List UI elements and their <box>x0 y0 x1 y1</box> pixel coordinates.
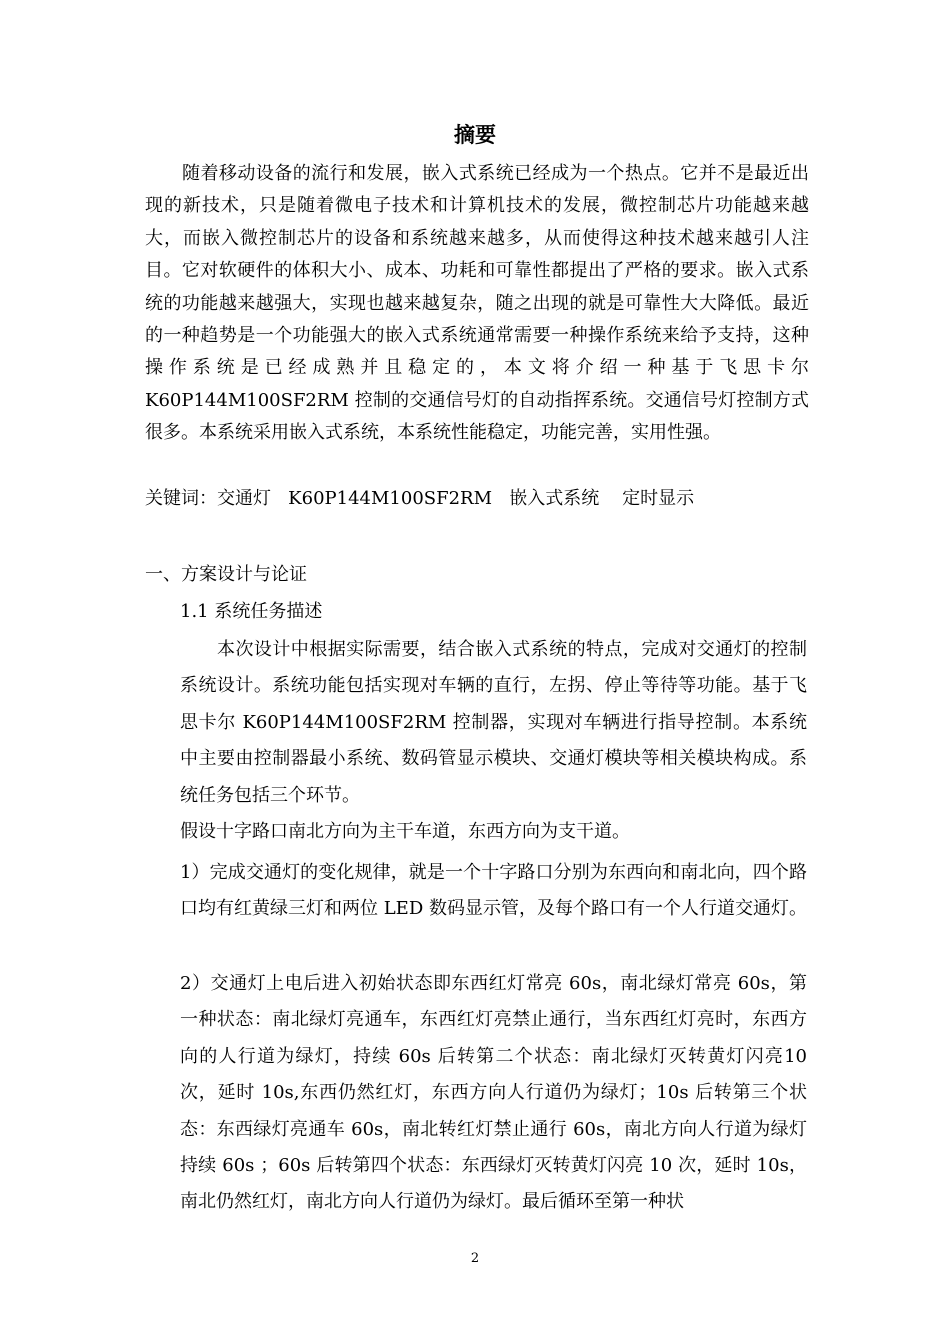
abstract-title: 摘要 <box>454 123 496 147</box>
body-paragraph: 本次设计中根据实际需要，结合嵌入式系统的特点，完成对交通灯的控制系统设计。系统功能包括实现对车辆的直行，左拐、停止等待等功能。基于飞思卡尔 K60P144M100SF2RM 控制器，实现对车辆进行指导控制。本系统中主要由控制器最小系统、数码管显示模块、交通灯模块等相关模块构成。系统任务包括三个环节。 <box>180 639 807 806</box>
keywords-line <box>145 484 694 514</box>
body-paragraph: 1）完成交通灯的变化规律，就是一个十字路口分别为东西向和南北向，四个路口均有红黄绿三灯和两位 LED 数码显示管，及每个路口有一个人行道交通灯。 <box>180 862 807 920</box>
page-number: 2 <box>470 1251 480 1266</box>
body-paragraph: 2）交通灯上电后进入初始状态即东西红灯常亮 60s，南北绿灯常亮 60s，第一种状态：南北绿灯亮通车，东西红灯亮禁止通行，当东西红灯亮时，东西方向的人行道为绿灯，持续 60s 后转第二个状态：南北绿灯灭转黄灯闪亮10 次，延时 10s,东西仍然红灯，东西方向人行道仍为绿灯；10s 后转第三个状态：东西绿灯亮通车 60s，南北转红灯禁止通行 60s，南北方向人行道为绿灯持续 60s ；60s 后转第四个状态：东西绿灯灭转黄灯闪亮 10 次，延时 10s，南北仍然红灯，南北方向人行道仍为绿灯。最后循环至第一种状 <box>180 973 807 1213</box>
body-paragraph: 假设十字路口南北方向为主干车道，东西方向为支干道。 <box>180 821 630 842</box>
subsection-heading: 1.1 系统任务描述 <box>180 601 323 622</box>
section-heading: 一、方案设计与论证 <box>145 564 307 585</box>
keyword-item: 嵌入式系统 <box>509 488 600 509</box>
keyword-item: 定时显示 <box>622 488 695 509</box>
abstract-paragraph: 随着移动设备的流行和发展，嵌入式系统已经成为一个热点。它并不是最近出现的新技术，只是随着微电子技术和计算机技术的发展，微控制芯片功能越来越大，而嵌入微控制芯片的设备和系统越来越多，从而使得这种技术越来越引人注目。它对软硬件的体积大小、成本、功耗和可靠性都提出了严格的要求。嵌入式系统的功能越来越强大，实现也越来越复杂，随之出现的就是可靠性大大降低。最近的一种趋势是一个功能强大的嵌入式系统通常需要一种操作系统来给予支持，这种操作系统是已经成熟并且稳定的，本文将介绍一种基于飞思卡尔K60P144M100SF2RM 控制的交通信号灯的自动指挥系统。交通信号灯控制方式很多。本系统采用嵌入式系统，本系统性能稳定，功能完善，实用性强。 <box>145 163 809 444</box>
keyword-item: K60P144M100SF2RM <box>288 488 493 509</box>
keyword-item: 交通灯 <box>217 488 271 509</box>
keywords-label: 关键词： <box>145 488 217 509</box>
